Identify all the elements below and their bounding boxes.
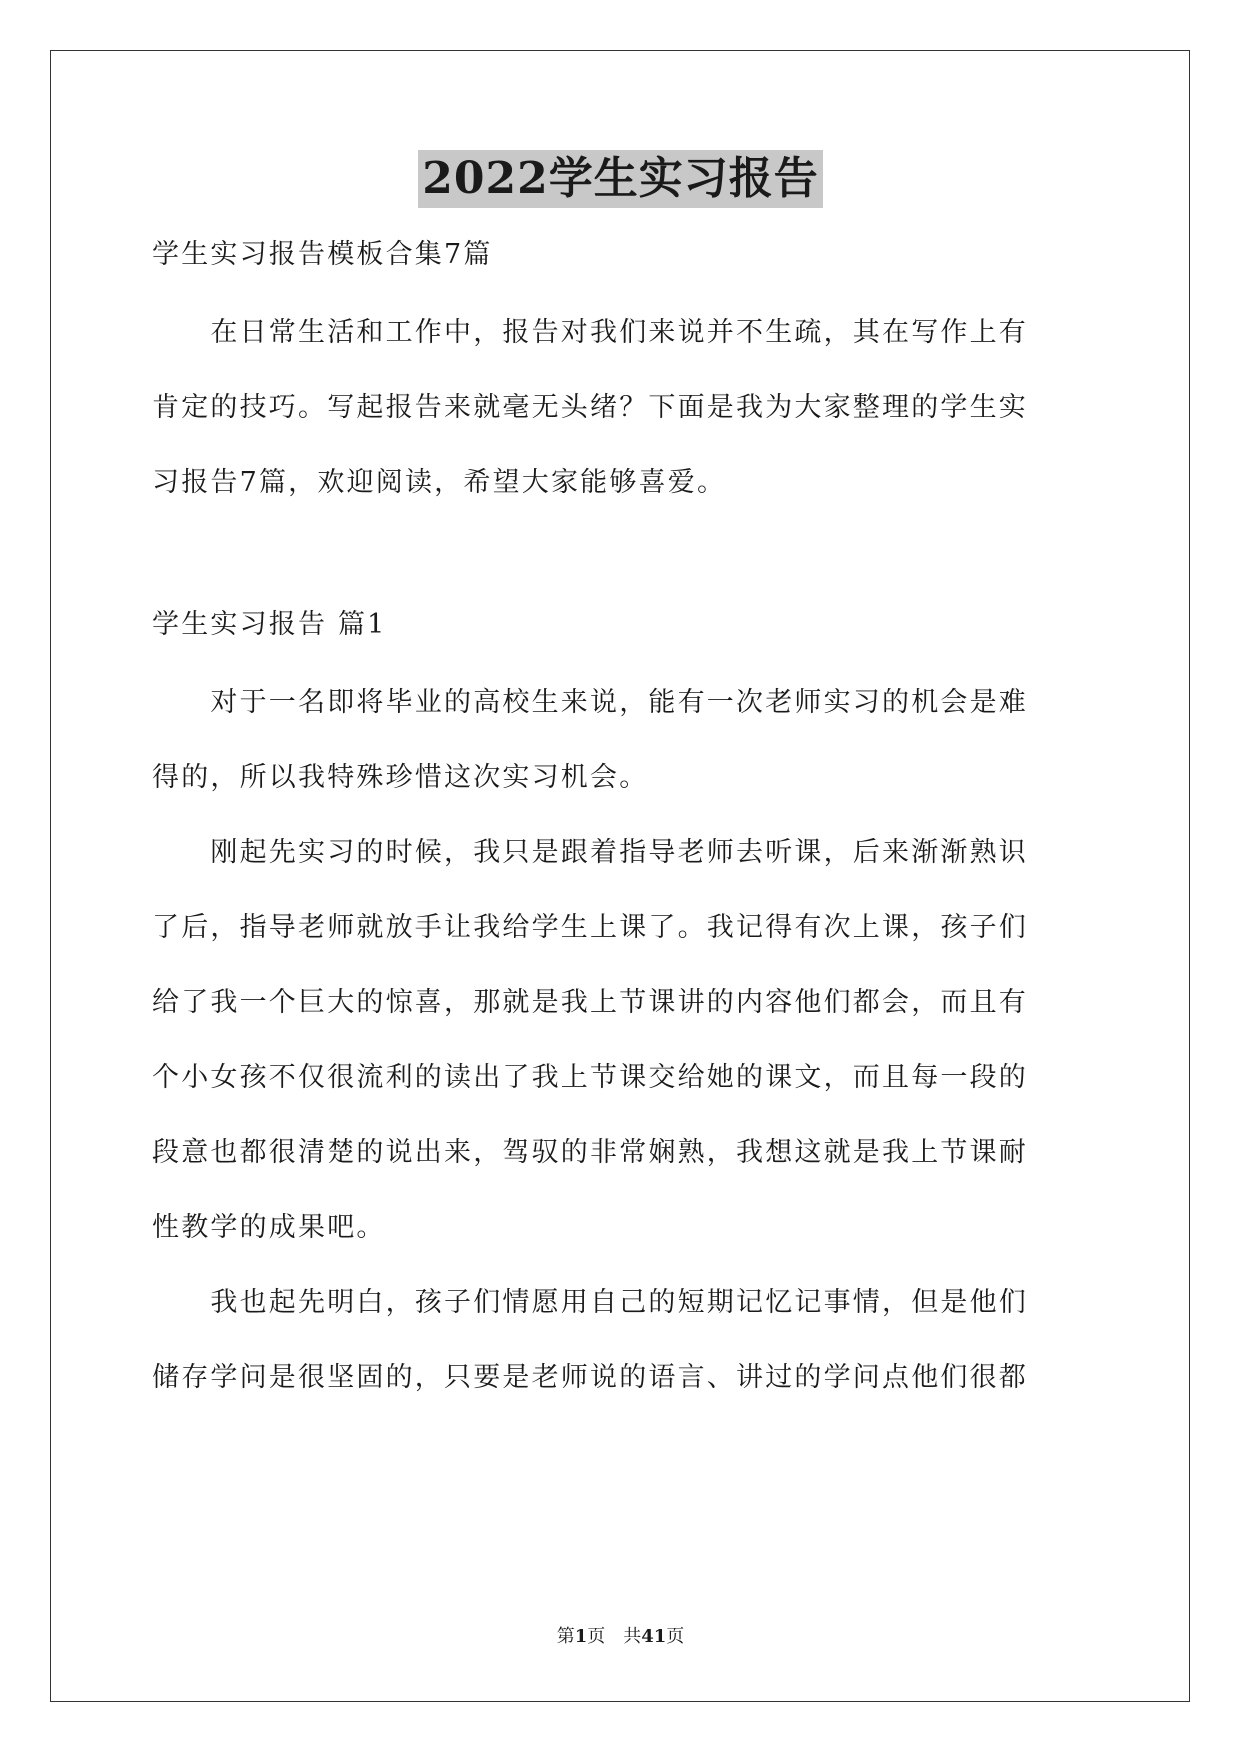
text-line: 肯定的技巧。写起报告来就毫无头绪？下面是我为大家整理的学生实 (152, 392, 1028, 423)
text-line: 给了我一个巨大的惊喜，那就是我上节课讲的内容他们都会，而且有 (152, 987, 1028, 1018)
document-title: 2022学生实习报告 (418, 150, 822, 208)
text-line: 刚起先实习的时候，我只是跟着指导老师去听课，后来渐渐熟识 (152, 837, 1028, 868)
subtitle-line: 学生实习报告模板合集7篇 (152, 239, 493, 270)
footer-page-total: 41 (641, 1626, 667, 1647)
section-heading: 学生实习报告 篇1 (152, 609, 387, 640)
footer-page-current: 1 (574, 1626, 588, 1647)
text-line: 我也起先明白，孩子们情愿用自己的短期记忆记事情，但是他们 (152, 1287, 1028, 1318)
text-line: 了后，指导老师就放手让我给学生上课了。我记得有次上课，孩子们 (152, 912, 1028, 943)
text-line: 习报告7篇，欢迎阅读，希望大家能够喜爱。 (152, 467, 727, 498)
text-line: 对于一名即将毕业的高校生来说，能有一次老师实习的机会是难 (152, 687, 1028, 718)
page-border (50, 50, 1190, 1702)
title-container (0, 150, 1241, 208)
footer-page-prefix: 第 (556, 1626, 575, 1647)
text-line: 段意也都很清楚的说出来，驾驭的非常娴熟，我想这就是我上节课耐 (152, 1137, 1028, 1168)
text-line: 在日常生活和工作中，报告对我们来说并不生疏，其在写作上有 (152, 317, 1028, 348)
text-line: 得的，所以我特殊珍惜这次实习机会。 (152, 762, 649, 793)
footer-page-suffix: 页 (666, 1626, 685, 1647)
text-line: 性教学的成果吧。 (152, 1212, 386, 1243)
page-footer (0, 1625, 1241, 1649)
text-line: 个小女孩不仅很流利的读出了我上节课交给她的课文，而且每一段的 (152, 1062, 1028, 1093)
text-line: 储存学问是很坚固的，只要是老师说的语言、讲过的学问点他们很都 (152, 1362, 1028, 1393)
footer-page-mid: 页 共 (587, 1626, 642, 1647)
